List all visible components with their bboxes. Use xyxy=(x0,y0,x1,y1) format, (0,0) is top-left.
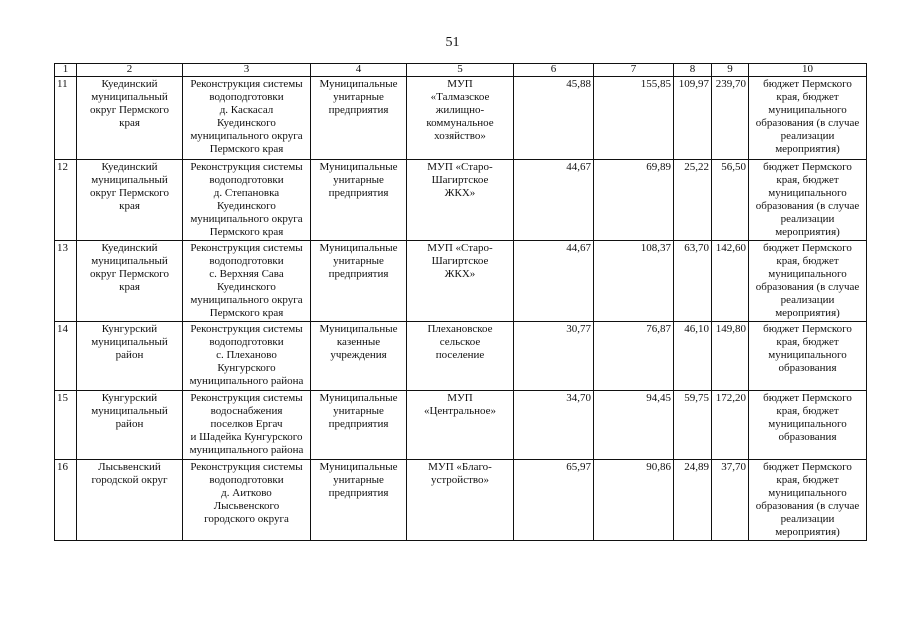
value-col8: 59,75 xyxy=(674,391,712,460)
measure-cell: Реконструкция системы водоподготовки д. Степановка Куединского муниципального округа Пермского края xyxy=(183,160,311,241)
value-col9: 142,60 xyxy=(712,241,749,322)
funding-source-cell: бюджет Пермского края, бюджет муниципального образования (в случае реализации мероприятия) xyxy=(749,77,867,160)
org-type-cell: Муниципальные унитарные предприятия xyxy=(311,77,407,160)
value-col9: 149,80 xyxy=(712,322,749,391)
territory-cell: Кунгурский муниципальный район xyxy=(77,391,183,460)
funding-source-cell: бюджет Пермского края, бюджет муниципального образования (в случае реализации мероприятия) xyxy=(749,460,867,541)
value-col7: 90,86 xyxy=(594,460,674,541)
value-col7: 155,85 xyxy=(594,77,674,160)
funding-source-cell: бюджет Пермского края, бюджет муниципального образования xyxy=(749,391,867,460)
row-number: 12 xyxy=(55,160,77,241)
row-number: 16 xyxy=(55,460,77,541)
header-cell: 2 xyxy=(77,64,183,77)
measure-cell: Реконструкция системы водоподготовки с. Плеханово Кунгурского муниципального района xyxy=(183,322,311,391)
territory-cell: Лысьвенский городской округ xyxy=(77,460,183,541)
row-number: 11 xyxy=(55,77,77,160)
row-number: 14 xyxy=(55,322,77,391)
table-row xyxy=(55,391,867,460)
header-cell: 1 xyxy=(55,64,77,77)
value-col7: 69,89 xyxy=(594,160,674,241)
header-cell: 4 xyxy=(311,64,407,77)
value-col7: 108,37 xyxy=(594,241,674,322)
organization-cell: МУП «Старо- Шагиртское ЖКХ» xyxy=(407,160,514,241)
value-col6: 34,70 xyxy=(514,391,594,460)
organization-cell: Плехановское сельское поселение xyxy=(407,322,514,391)
territory-cell: Куединский муниципальный округ Пермского края xyxy=(77,241,183,322)
header-cell: 3 xyxy=(183,64,311,77)
value-col6: 44,67 xyxy=(514,160,594,241)
table-row xyxy=(55,460,867,541)
org-type-cell: Муниципальные унитарные предприятия xyxy=(311,391,407,460)
funding-source-cell: бюджет Пермского края, бюджет муниципального образования (в случае реализации мероприятия) xyxy=(749,160,867,241)
value-col8: 24,89 xyxy=(674,460,712,541)
organization-cell: МУП «Талмазское жилищно- коммунальное хозяйство» xyxy=(407,77,514,160)
value-col9: 172,20 xyxy=(712,391,749,460)
organization-cell: МУП «Центральное» xyxy=(407,391,514,460)
value-col9: 56,50 xyxy=(712,160,749,241)
value-col9: 37,70 xyxy=(712,460,749,541)
header-cell: 8 xyxy=(674,64,712,77)
header-cell: 6 xyxy=(514,64,594,77)
table-row xyxy=(55,160,867,241)
value-col8: 25,22 xyxy=(674,160,712,241)
page-number: 51 xyxy=(445,35,460,50)
value-col6: 30,77 xyxy=(514,322,594,391)
org-type-cell: Муниципальные унитарные предприятия xyxy=(311,241,407,322)
header-cell: 9 xyxy=(712,64,749,77)
table-row xyxy=(55,77,867,160)
territory-cell: Куединский муниципальный округ Пермского края xyxy=(77,160,183,241)
funding-source-cell: бюджет Пермского края, бюджет муниципального образования xyxy=(749,322,867,391)
organization-cell: МУП «Благо- устройство» xyxy=(407,460,514,541)
value-col6: 65,97 xyxy=(514,460,594,541)
org-type-cell: Муниципальные унитарные предприятия xyxy=(311,460,407,541)
table-header-row xyxy=(55,64,867,77)
org-type-cell: Муниципальные унитарные предприятия xyxy=(311,160,407,241)
value-col8: 109,97 xyxy=(674,77,712,160)
funding-source-cell: бюджет Пермского края, бюджет муниципального образования (в случае реализации мероприятия) xyxy=(749,241,867,322)
territory-cell: Куединский муниципальный округ Пермского края xyxy=(77,77,183,160)
table-row xyxy=(55,322,867,391)
value-col9: 239,70 xyxy=(712,77,749,160)
measure-cell: Реконструкция системы водоподготовки с. Верхняя Сава Куединского муниципального округа Пермского края xyxy=(183,241,311,322)
row-number: 13 xyxy=(55,241,77,322)
value-col7: 76,87 xyxy=(594,322,674,391)
measure-cell: Реконструкция системы водоснабжения поселков Ергач и Шадейка Кунгурского муниципального района xyxy=(183,391,311,460)
header-cell: 10 xyxy=(749,64,867,77)
value-col7: 94,45 xyxy=(594,391,674,460)
value-col8: 46,10 xyxy=(674,322,712,391)
territory-cell: Кунгурский муниципальный район xyxy=(77,322,183,391)
data-table xyxy=(54,63,867,541)
organization-cell: МУП «Старо- Шагиртское ЖКХ» xyxy=(407,241,514,322)
value-col6: 44,67 xyxy=(514,241,594,322)
value-col6: 45,88 xyxy=(514,77,594,160)
row-number: 15 xyxy=(55,391,77,460)
org-type-cell: Муниципальные казенные учреждения xyxy=(311,322,407,391)
header-cell: 7 xyxy=(594,64,674,77)
table-row xyxy=(55,241,867,322)
measure-cell: Реконструкция системы водоподготовки д. Аитково Лысьвенского городского округа xyxy=(183,460,311,541)
header-cell: 5 xyxy=(407,64,514,77)
measure-cell: Реконструкция системы водоподготовки д. Каскасал Куединского муниципального округа Пермского края xyxy=(183,77,311,160)
value-col8: 63,70 xyxy=(674,241,712,322)
